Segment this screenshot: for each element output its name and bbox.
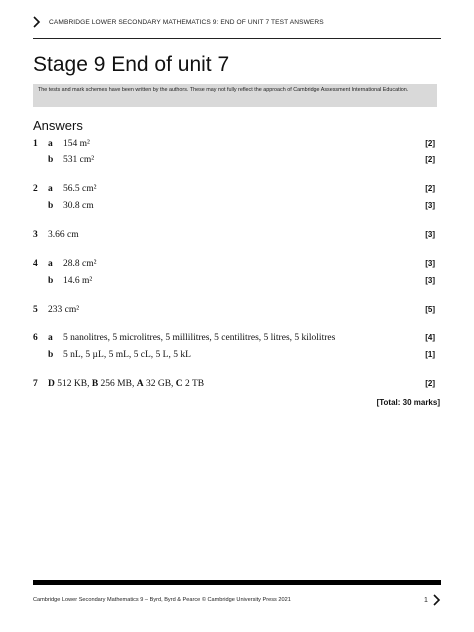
question-number: 3 — [33, 230, 38, 240]
part-letter: a — [48, 333, 53, 343]
marks-label: [5] — [425, 305, 435, 314]
disclaimer-box: The tests and mark schemes have been written by the authors. These may not fully reflect the approach of Cambridge Assessment International Education. — [33, 84, 437, 107]
page-number: 1 — [424, 597, 428, 604]
answer-row — [33, 350, 435, 364]
answer-text: 5 nanolitres, 5 microlitres, 5 millilitres, 5 centilitres, 5 litres, 5 kilolitres — [63, 333, 336, 343]
page-title: Stage 9 End of unit 7 — [33, 53, 230, 76]
marks-label: [4] — [425, 333, 435, 342]
question-number: 2 — [33, 184, 38, 194]
marks-label: [3] — [425, 259, 435, 268]
answer-text: 30.8 cm — [63, 201, 94, 211]
marks-label: [3] — [425, 230, 435, 239]
answer-text: 3.66 cm — [48, 230, 79, 240]
answers-heading: Answers — [33, 118, 83, 133]
answer-row — [33, 333, 435, 347]
answer-text: 531 cm² — [63, 155, 95, 165]
question-number: 5 — [33, 305, 38, 315]
answer-row — [33, 230, 435, 244]
part-letter: b — [48, 155, 54, 165]
page-header — [33, 14, 441, 39]
marks-label: [3] — [425, 201, 435, 210]
answer-row — [33, 379, 435, 393]
marks-label: [2] — [425, 155, 435, 164]
chevron-right-icon — [33, 16, 41, 28]
answer-text: 233 cm² — [48, 305, 80, 315]
total-marks: [Total: 30 marks] — [376, 398, 440, 407]
part-letter: a — [48, 139, 53, 149]
part-letter: b — [48, 350, 54, 360]
answer-text: 28.8 cm² — [63, 259, 97, 269]
part-letter: a — [48, 259, 53, 269]
part-letter: a — [48, 184, 53, 194]
question-number: 7 — [33, 379, 38, 389]
answer-row — [33, 305, 435, 319]
marks-label: [3] — [425, 276, 435, 285]
next-page-chevron-icon[interactable] — [433, 594, 441, 606]
marks-label: [1] — [425, 350, 435, 359]
footer-copyright: Cambridge Lower Secondary Mathematics 9 – Byrd, Byrd & Pearce © Cambridge University Press 2021 — [33, 597, 291, 603]
marks-label: [2] — [425, 139, 435, 148]
answer-text: 56.5 cm² — [63, 184, 97, 194]
question-number: 6 — [33, 333, 38, 343]
part-letter: b — [48, 276, 54, 286]
answer-row — [33, 155, 435, 169]
header-title: CAMBRIDGE LOWER SECONDARY MATHEMATICS 9: END OF UNIT 7 TEST ANSWERS — [49, 19, 324, 26]
answer-row — [33, 201, 435, 215]
marks-label: [2] — [425, 184, 435, 193]
answer-text: 14.6 m² — [63, 276, 93, 286]
answer-row — [33, 184, 435, 198]
question-number: 1 — [33, 139, 38, 149]
question-number: 4 — [33, 259, 38, 269]
marks-label: [2] — [425, 379, 435, 388]
footer-divider — [33, 580, 441, 585]
answer-row — [33, 139, 435, 153]
answer-text: 154 m² — [63, 139, 90, 149]
answer-text: 5 nL, 5 µL, 5 mL, 5 cL, 5 L, 5 kL — [63, 350, 191, 360]
answer-text: D 512 KB, B 256 MB, A 32 GB, C 2 TB — [48, 379, 205, 389]
answer-row — [33, 276, 435, 290]
answer-row — [33, 259, 435, 273]
part-letter: b — [48, 201, 54, 211]
